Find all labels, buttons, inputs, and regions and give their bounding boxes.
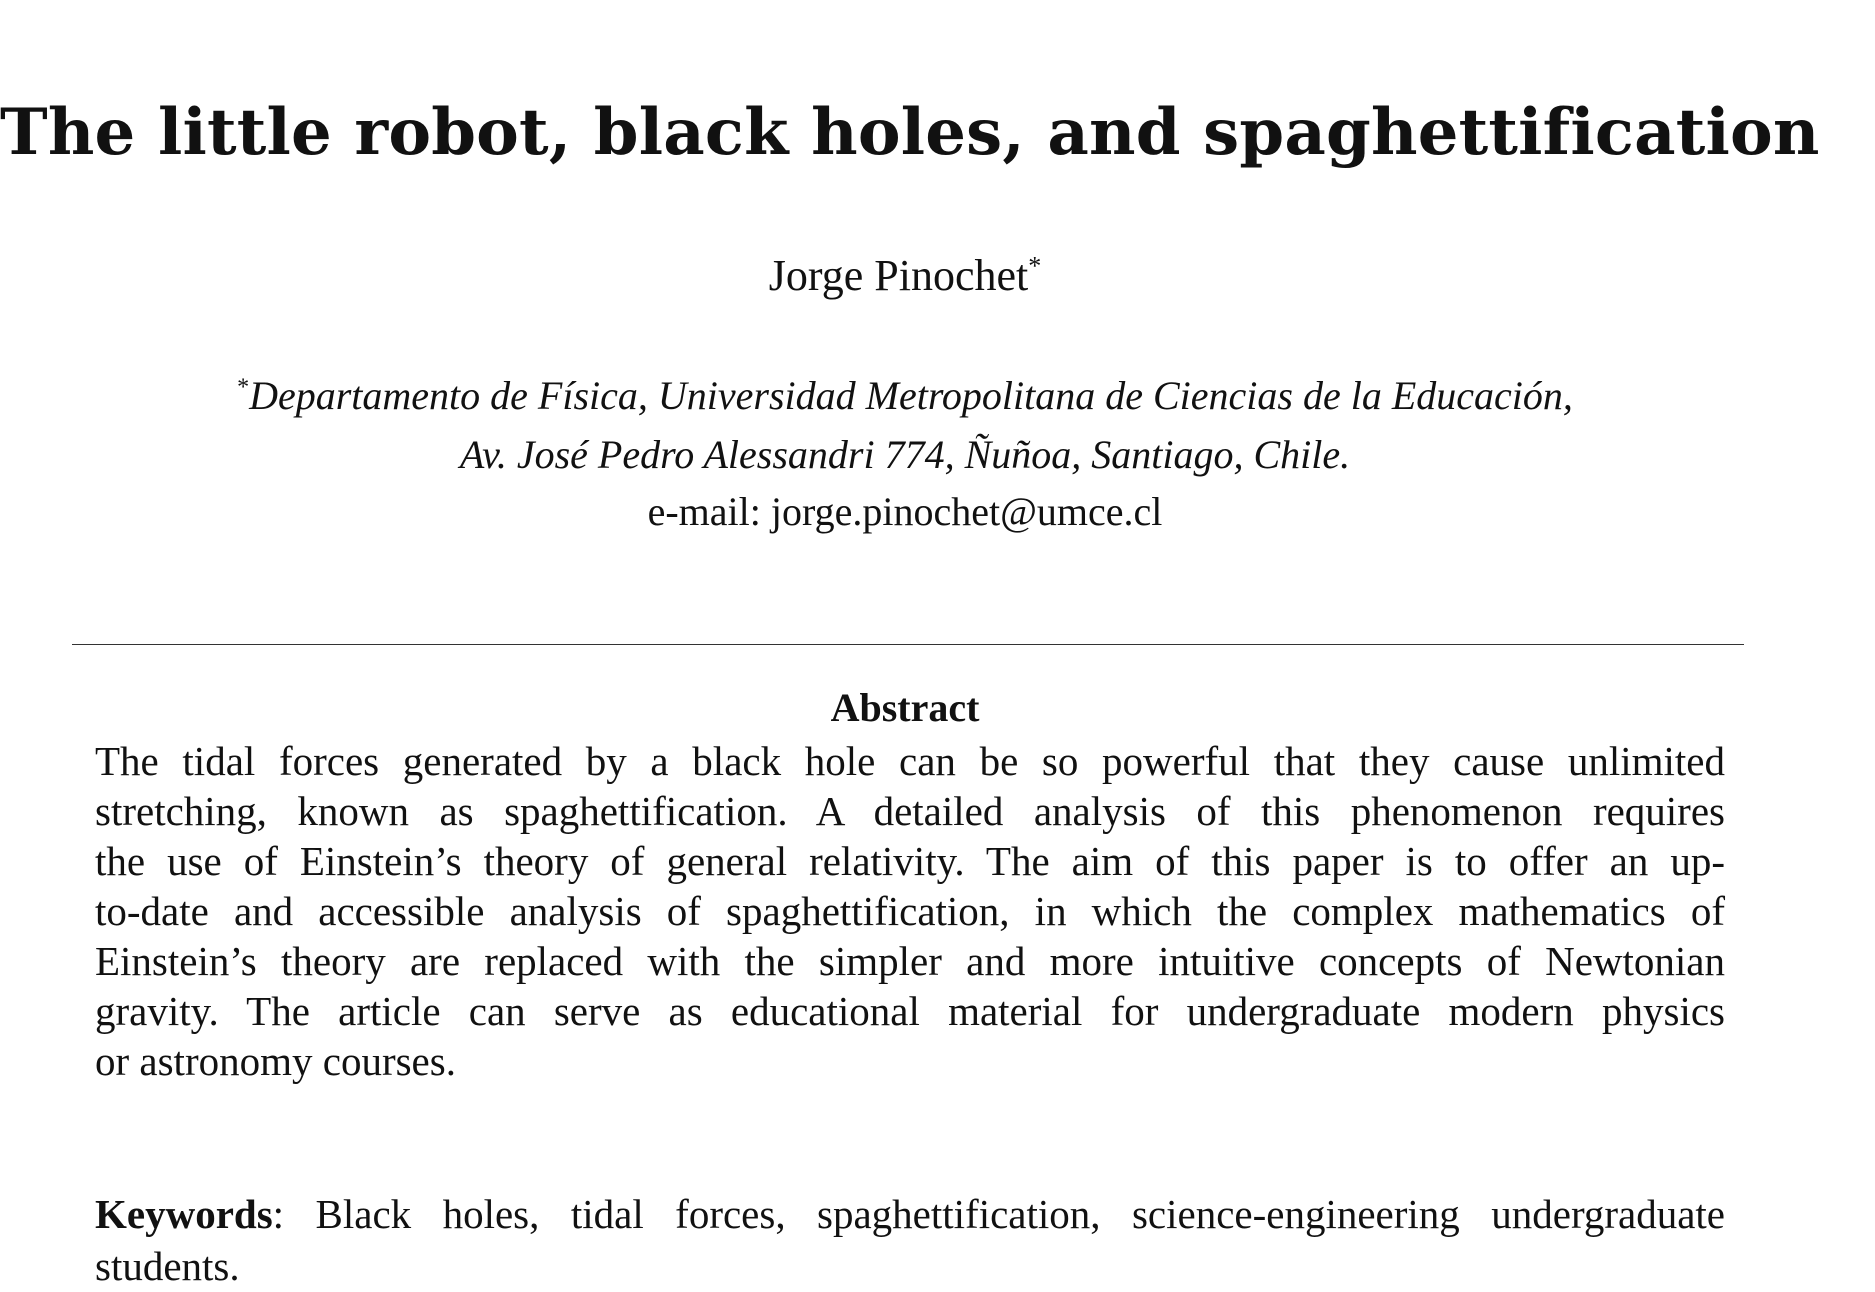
abstract-line: Einstein’s theory are replaced with the simpler and more intuitive concepts of Newtonian	[95, 938, 1725, 984]
keywords-line-2: students.	[95, 1243, 240, 1289]
abstract-line: stretching, known as spaghettification. A detailed analysis of this phenomenon requires	[95, 788, 1725, 834]
affiliation-line-2: Av. José Pedro Alessandri 774, Ñuñoa, Santiago, Chile.	[459, 432, 1351, 477]
abstract-line: to-date and accessible analysis of spaghettification, in which the complex mathematics of	[95, 888, 1725, 934]
keywords-separator: :	[272, 1191, 285, 1237]
abstract-heading: Abstract	[830, 685, 980, 730]
abstract-line: The tidal forces generated by a black hole can be so powerful that they cause unlimited	[95, 738, 1725, 784]
abstract-line: or astronomy courses.	[95, 1038, 456, 1084]
author-marker: *	[1028, 251, 1042, 281]
author-line	[0, 250, 1810, 301]
author-name: Jorge Pinochet	[768, 251, 1029, 300]
abstract-body	[95, 736, 1725, 1086]
keywords-label: Keywords	[95, 1191, 273, 1237]
keywords-line-1	[95, 1188, 1725, 1240]
affiliation-marker: *	[237, 374, 250, 401]
keywords-text-1: Black holes, tidal forces, spaghettification, science-engineering undergraduate	[284, 1191, 1725, 1237]
affiliation-text-1: Departamento de Física, Universidad Metropolitana de Ciencias de la Educación,	[249, 373, 1573, 418]
keywords-block	[95, 1188, 1725, 1292]
affiliation-line-1	[0, 372, 1810, 419]
horizontal-rule	[72, 644, 1744, 645]
abstract-line: the use of Einstein’s theory of general relativity. The aim of this paper is to offer an up-	[95, 838, 1725, 884]
paper-title: The little robot, black holes, and spaghettification	[0, 95, 1820, 170]
abstract-line: gravity. The article can serve as educational material for undergraduate modern physics	[95, 988, 1725, 1034]
email-line: e-mail: jorge.pinochet@umce.cl	[647, 489, 1163, 534]
